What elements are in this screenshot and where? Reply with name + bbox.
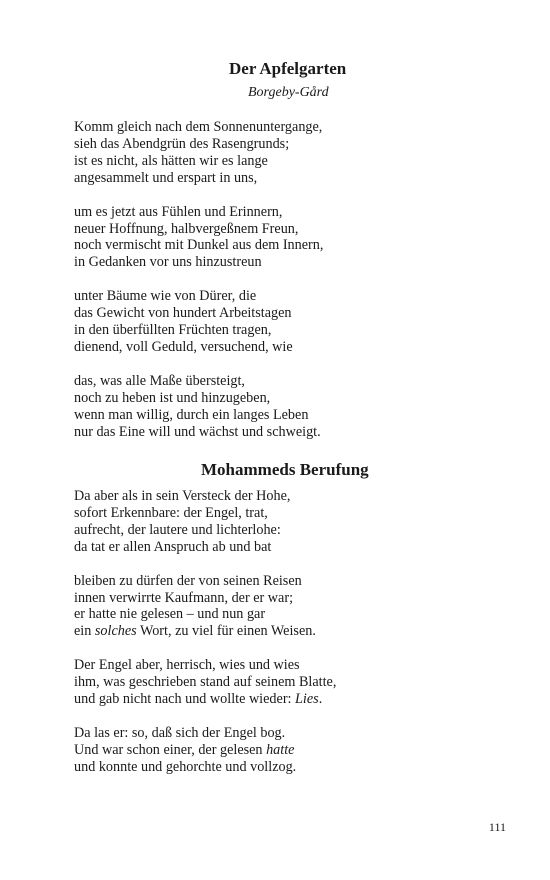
poem-line: ihm, was geschrieben stand auf seinem Blatte, [74, 674, 337, 691]
poem-line: um es jetzt aus Fühlen und Erinnern, [74, 203, 283, 220]
poem-line: wenn man willig, durch ein langes Leben [74, 406, 309, 423]
poem-line: Komm gleich nach dem Sonnenuntergange, [74, 119, 323, 135]
stanza [74, 573, 494, 641]
line-segment: ein [74, 623, 95, 640]
poem-line: in den überfüllten Früchten tragen, [74, 322, 272, 339]
line-segment: . [318, 691, 323, 708]
poem-line: ist es nicht, als hätten wir es lange [74, 152, 268, 169]
poem-line: noch zu heben ist und hinzugeben, [74, 389, 271, 406]
poem-line: Da las er: so, daß sich der Engel bog. [74, 724, 286, 741]
poem-line: sofort Erkennbare: der Engel, trat, [74, 504, 268, 521]
poem-line: da tat er allen Anspruch ab und bat [74, 538, 272, 555]
poem-line: unter Bäume wie von Dürer, die [74, 288, 257, 305]
poem-title-apfelgarten: Der Apfelgarten [229, 59, 347, 78]
stanza [74, 119, 494, 187]
poem-line: Da aber als in sein Versteck der Hohe, [74, 488, 291, 504]
stanza [74, 373, 494, 441]
poem-line: neuer Hoffnung, halbvergeßnem Freun, [74, 220, 299, 237]
stanza [74, 657, 494, 708]
poem-line: nur das Eine will und wächst und schweigt. [74, 423, 321, 440]
stanza [74, 204, 494, 272]
emphasized-word: solches [94, 623, 137, 640]
poem-line: angesammelt und erspart in uns, [74, 169, 258, 186]
poem-line [74, 742, 494, 759]
emphasized-word: hatte [266, 741, 295, 758]
poem-line: innen verwirrte Kaufmann, der er war; [74, 589, 294, 606]
page-number: 111 [488, 820, 506, 834]
poem-line: er hatte nie gelesen – und nun gar [74, 606, 266, 623]
poem-line: das Gewicht von hundert Arbeitstagen [74, 305, 292, 322]
line-segment: Und war schon einer, der gelesen [74, 741, 267, 758]
poem-body-apfelgarten [74, 119, 494, 458]
poem-line: aufrecht, der lautere und lichterlohe: [74, 521, 281, 538]
poem-line [74, 623, 494, 640]
poem-line: das, was alle Maße übersteigt, [74, 372, 245, 389]
poem-body-mohammed [74, 488, 494, 793]
poem-line [74, 691, 494, 708]
poem-subtitle-apfelgarten: Borgeby-Gård [248, 85, 329, 100]
line-segment: Wort, zu viel für einen Weisen. [136, 623, 316, 640]
poem-line: und konnte und gehorchte und vollzog. [74, 758, 297, 775]
poem-line: bleiben zu dürfen der von seinen Reisen [74, 572, 302, 589]
poem-line: Der Engel aber, herrisch, wies und wies [74, 657, 300, 674]
emphasized-word: Lies [295, 691, 319, 708]
stanza [74, 725, 494, 776]
poem-line: sieh das Abendgrün des Rasengrunds; [74, 135, 290, 152]
stanza [74, 488, 494, 556]
poem-line: in Gedanken vor uns hinzustreun [74, 254, 262, 271]
line-segment: und gab nicht nach und wollte wieder: [74, 691, 296, 708]
poem-title-mohammed: Mohammeds Berufung [201, 460, 369, 479]
stanza [74, 288, 494, 356]
poem-line: noch vermischt mit Dunkel aus dem Innern, [74, 237, 324, 254]
poem-line: dienend, voll Geduld, versuchend, wie [74, 338, 293, 355]
